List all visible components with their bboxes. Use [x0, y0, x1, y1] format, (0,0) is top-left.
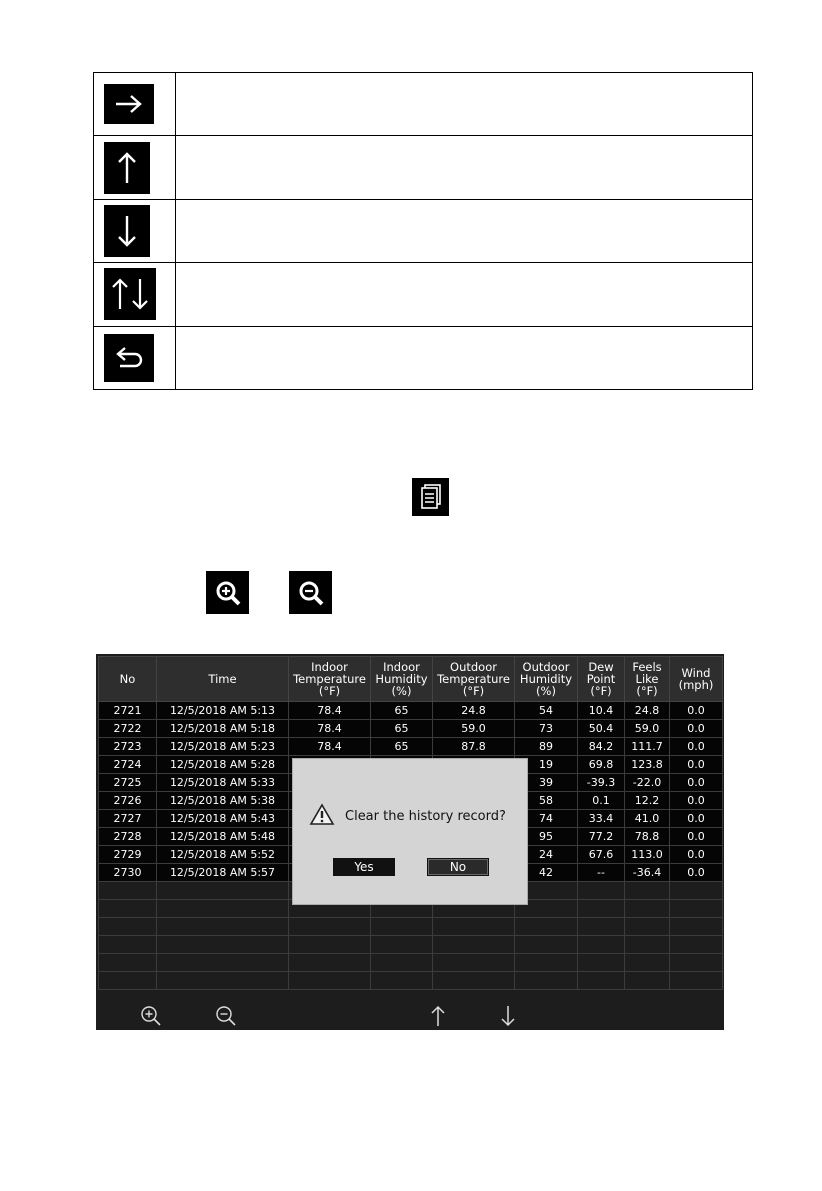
cell-feels-like: 59.0: [625, 720, 670, 738]
cell-indoor-humidity: [371, 954, 433, 972]
cell-time: 12/5/2018 AM 5:38: [157, 792, 289, 810]
cell-outdoor-humidity: 19: [515, 756, 578, 774]
cell-indoor-temperature: 78.4: [289, 720, 371, 738]
legend-description: [176, 326, 753, 389]
legend-description: [176, 73, 753, 136]
cell-no: 2723: [99, 738, 157, 756]
cell-wind: 0.0: [670, 846, 723, 864]
cell-wind: 0.0: [670, 810, 723, 828]
header-indoor-humidity[interactable]: Indoor Humidity (%): [371, 657, 433, 702]
cell-indoor-humidity: [371, 918, 433, 936]
cell-no: 2728: [99, 828, 157, 846]
up-arrow-icon[interactable]: [426, 1004, 450, 1028]
header-wind[interactable]: Wind (mph): [670, 657, 723, 702]
legend-description: [176, 136, 753, 199]
down-arrow-icon[interactable]: [496, 1004, 520, 1028]
cell-outdoor-humidity: 89: [515, 738, 578, 756]
up-arrow-icon: [104, 142, 150, 194]
up-down-arrow-icon: [104, 268, 156, 320]
zoom-out-icon[interactable]: [214, 1004, 238, 1028]
cell-time: 12/5/2018 AM 5:57: [157, 864, 289, 882]
warning-icon: [309, 803, 335, 831]
cell-wind: [670, 972, 723, 990]
cell-outdoor-temperature: [433, 918, 515, 936]
cell-feels-like: 41.0: [625, 810, 670, 828]
cell-no: [99, 918, 157, 936]
cell-outdoor-humidity: 39: [515, 774, 578, 792]
cell-no: 2727: [99, 810, 157, 828]
cell-outdoor-humidity: [515, 936, 578, 954]
cell-time: [157, 918, 289, 936]
cell-feels-like: [625, 900, 670, 918]
cell-outdoor-humidity: [515, 954, 578, 972]
cell-time: [157, 882, 289, 900]
cell-indoor-humidity: 65: [371, 738, 433, 756]
cell-no: [99, 882, 157, 900]
cell-no: 2721: [99, 702, 157, 720]
legend-description: [176, 263, 753, 326]
cell-outdoor-temperature: 87.8: [433, 738, 515, 756]
header-outdoor-humidity[interactable]: Outdoor Humidity (%): [515, 657, 578, 702]
cell-no: [99, 936, 157, 954]
table-row[interactable]: [99, 738, 723, 756]
table-header-row: [99, 657, 723, 702]
cell-time: 12/5/2018 AM 5:13: [157, 702, 289, 720]
cell-feels-like: -22.0: [625, 774, 670, 792]
right-arrow-icon: [104, 84, 154, 124]
cell-indoor-humidity: [371, 972, 433, 990]
dialog-message: Clear the history record?: [345, 809, 506, 824]
zoom-in-icon: [206, 571, 249, 614]
cell-dew-point: [578, 882, 625, 900]
cell-outdoor-temperature: [433, 954, 515, 972]
cell-no: [99, 954, 157, 972]
cell-wind: [670, 900, 723, 918]
cell-time: [157, 900, 289, 918]
header-outdoor-temperature[interactable]: Outdoor Temperature (°F): [433, 657, 515, 702]
cell-indoor-temperature: 78.4: [289, 702, 371, 720]
cell-no: 2725: [99, 774, 157, 792]
empty-table-row: [99, 954, 723, 972]
cell-no: 2726: [99, 792, 157, 810]
legend-row: [94, 136, 753, 199]
document-list-icon: [412, 478, 449, 516]
down-arrow-icon: [104, 205, 150, 257]
cell-no: 2730: [99, 864, 157, 882]
cell-feels-like: 78.8: [625, 828, 670, 846]
cell-feels-like: 24.8: [625, 702, 670, 720]
cell-dew-point: [578, 918, 625, 936]
cell-wind: 0.0: [670, 864, 723, 882]
table-row[interactable]: [99, 702, 723, 720]
return-icon: [104, 334, 154, 382]
yes-button[interactable]: Yes: [333, 858, 395, 876]
cell-time: [157, 936, 289, 954]
cell-feels-like: 111.7: [625, 738, 670, 756]
header-indoor-temperature[interactable]: Indoor Temperature (°F): [289, 657, 371, 702]
cell-wind: [670, 954, 723, 972]
table-row[interactable]: [99, 720, 723, 738]
cell-dew-point: 69.8: [578, 756, 625, 774]
cell-outdoor-humidity: 54: [515, 702, 578, 720]
cell-outdoor-humidity: 24: [515, 846, 578, 864]
empty-table-row: [99, 972, 723, 990]
cell-outdoor-temperature: 24.8: [433, 702, 515, 720]
cell-feels-like: 12.2: [625, 792, 670, 810]
cell-outdoor-humidity: [515, 972, 578, 990]
cell-time: [157, 972, 289, 990]
cell-dew-point: 33.4: [578, 810, 625, 828]
cell-wind: [670, 882, 723, 900]
cell-indoor-temperature: [289, 954, 371, 972]
header-time[interactable]: Time: [157, 657, 289, 702]
cell-dew-point: [578, 936, 625, 954]
cell-dew-point: 10.4: [578, 702, 625, 720]
cell-outdoor-humidity: 95: [515, 828, 578, 846]
cell-time: 12/5/2018 AM 5:48: [157, 828, 289, 846]
cell-indoor-temperature: 78.4: [289, 738, 371, 756]
cell-indoor-temperature: [289, 936, 371, 954]
cell-feels-like: [625, 972, 670, 990]
empty-table-row: [99, 936, 723, 954]
cell-wind: 0.0: [670, 702, 723, 720]
cell-wind: 0.0: [670, 792, 723, 810]
cell-no: 2724: [99, 756, 157, 774]
cell-wind: 0.0: [670, 828, 723, 846]
cell-outdoor-temperature: [433, 972, 515, 990]
legend-description: [176, 199, 753, 262]
cell-outdoor-humidity: 42: [515, 864, 578, 882]
icon-legend-table: [93, 72, 753, 390]
cell-no: 2729: [99, 846, 157, 864]
legend-row: [94, 73, 753, 136]
cell-feels-like: 113.0: [625, 846, 670, 864]
cell-time: [157, 954, 289, 972]
confirm-dialog: [292, 758, 528, 905]
cell-time: 12/5/2018 AM 5:33: [157, 774, 289, 792]
cell-no: 2722: [99, 720, 157, 738]
cell-feels-like: [625, 936, 670, 954]
cell-wind: 0.0: [670, 738, 723, 756]
cell-time: 12/5/2018 AM 5:52: [157, 846, 289, 864]
cell-indoor-humidity: 65: [371, 720, 433, 738]
legend-row: [94, 199, 753, 262]
cell-wind: 0.0: [670, 720, 723, 738]
cell-dew-point: -39.3: [578, 774, 625, 792]
cell-feels-like: [625, 918, 670, 936]
cell-dew-point: 77.2: [578, 828, 625, 846]
header-dew-point[interactable]: Dew Point (°F): [578, 657, 625, 702]
cell-dew-point: [578, 972, 625, 990]
cell-feels-like: 123.8: [625, 756, 670, 774]
cell-dew-point: 0.1: [578, 792, 625, 810]
zoom-in-icon[interactable]: [139, 1004, 163, 1028]
legend-row: [94, 263, 753, 326]
history-screen: [96, 654, 724, 1030]
cell-time: 12/5/2018 AM 5:18: [157, 720, 289, 738]
cell-wind: 0.0: [670, 774, 723, 792]
cell-outdoor-temperature: 59.0: [433, 720, 515, 738]
cell-time: 12/5/2018 AM 5:43: [157, 810, 289, 828]
legend-row: [94, 326, 753, 389]
empty-table-row: [99, 918, 723, 936]
cell-wind: [670, 936, 723, 954]
cell-feels-like: [625, 882, 670, 900]
cell-outdoor-humidity: 73: [515, 720, 578, 738]
cell-feels-like: [625, 954, 670, 972]
no-button[interactable]: No: [427, 858, 489, 876]
cell-wind: 0.0: [670, 756, 723, 774]
cell-time: 12/5/2018 AM 5:28: [157, 756, 289, 774]
cell-dew-point: 84.2: [578, 738, 625, 756]
cell-outdoor-humidity: [515, 918, 578, 936]
cell-dew-point: [578, 954, 625, 972]
zoom-out-icon: [289, 571, 332, 614]
cell-dew-point: 67.6: [578, 846, 625, 864]
header-no[interactable]: No: [99, 657, 157, 702]
cell-dew-point: --: [578, 864, 625, 882]
cell-outdoor-humidity: 74: [515, 810, 578, 828]
cell-indoor-humidity: [371, 936, 433, 954]
history-toolbar: [96, 1002, 724, 1030]
cell-outdoor-temperature: [433, 936, 515, 954]
header-feels-like[interactable]: Feels Like (°F): [625, 657, 670, 702]
cell-indoor-temperature: [289, 972, 371, 990]
cell-dew-point: [578, 900, 625, 918]
cell-no: [99, 972, 157, 990]
cell-time: 12/5/2018 AM 5:23: [157, 738, 289, 756]
cell-no: [99, 900, 157, 918]
cell-indoor-temperature: [289, 918, 371, 936]
cell-wind: [670, 918, 723, 936]
cell-dew-point: 50.4: [578, 720, 625, 738]
cell-indoor-humidity: 65: [371, 702, 433, 720]
cell-feels-like: -36.4: [625, 864, 670, 882]
cell-outdoor-humidity: 58: [515, 792, 578, 810]
